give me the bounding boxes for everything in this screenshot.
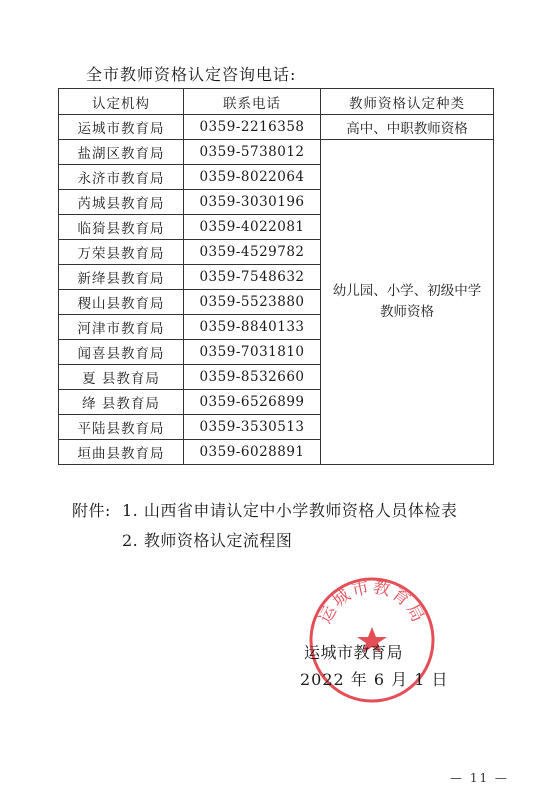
phone-cell: 0359-6526899: [184, 390, 321, 415]
org-cell: 河津市教育局: [59, 315, 184, 340]
org-cell: 绛 县教育局: [59, 390, 184, 415]
org-cell: 万荣县教育局: [59, 240, 184, 265]
issuer: 运城市教育局: [304, 643, 404, 662]
phone-cell: 0359-4022081: [184, 215, 321, 240]
type-cell-basic: [321, 140, 494, 465]
attachment-row: [72, 526, 457, 556]
issue-date: 2022 年 6 月 1 日: [300, 670, 449, 689]
table-row: [59, 115, 494, 140]
phone-cell: 0359-3530513: [184, 415, 321, 440]
phone-cell: 0359-8840133: [184, 315, 321, 340]
phone-cell: 0359-5738012: [184, 140, 321, 165]
org-cell: 芮城县教育局: [59, 190, 184, 215]
header-type: 教师资格认定种类: [321, 89, 494, 115]
contact-table: [58, 88, 494, 465]
org-cell: 永济市教育局: [59, 165, 184, 190]
header-phone: 联系电话: [184, 89, 321, 115]
org-cell: 临猗县教育局: [59, 215, 184, 240]
org-cell: 稷山县教育局: [59, 290, 184, 315]
org-cell: 新绛县教育局: [59, 265, 184, 290]
table-row: [59, 140, 494, 165]
type-cell-basic-text: 幼儿园、小学、初级中学教师资格: [332, 283, 482, 320]
phone-cell: 0359-4529782: [184, 240, 321, 265]
phone-cell: 0359-2216358: [184, 115, 321, 140]
org-cell: 盐湖区教育局: [59, 140, 184, 165]
attachment-item: 1. 山西省申请认定中小学教师资格人员体检表: [122, 501, 458, 520]
attachment-item: 2. 教师资格认定流程图: [122, 531, 293, 550]
phone-cell: 0359-5523880: [184, 290, 321, 315]
phone-cell: 0359-6028891: [184, 440, 321, 465]
org-cell: 闻喜县教育局: [59, 340, 184, 365]
org-cell: 运城市教育局: [59, 115, 184, 140]
attachments: [72, 496, 457, 556]
seal-arc-text: 运城市教育局: [315, 577, 429, 628]
attachment-row: [72, 496, 457, 526]
type-cell-senior: 高中、中职教师资格: [321, 115, 494, 140]
org-cell: 平陆县教育局: [59, 415, 184, 440]
header-org: 认定机构: [59, 89, 184, 115]
page-number: — 11 —: [450, 771, 509, 785]
phone-cell: 0359-7031810: [184, 340, 321, 365]
intro-text: 全市教师资格认定咨询电话:: [86, 65, 297, 84]
attachments-label: 附件:: [72, 501, 111, 520]
org-cell: 夏 县教育局: [59, 365, 184, 390]
phone-cell: 0359-7548632: [184, 265, 321, 290]
table-header-row: [59, 89, 494, 115]
phone-cell: 0359-8022064: [184, 165, 321, 190]
phone-cell: 0359-3030196: [184, 190, 321, 215]
org-cell: 垣曲县教育局: [59, 440, 184, 465]
phone-cell: 0359-8532660: [184, 365, 321, 390]
